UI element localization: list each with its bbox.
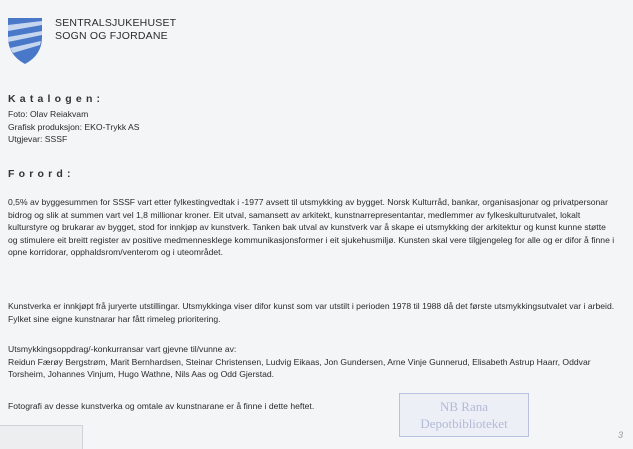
catalog-credits	[8, 108, 140, 146]
organization-name	[55, 17, 176, 43]
photo-credit: Foto: Olav Reiakvam	[8, 109, 89, 119]
library-stamp	[399, 393, 529, 437]
stamp-line-2: Depotbiblioteket	[420, 416, 508, 431]
foreword-heading: Forord:	[8, 168, 75, 180]
stamp-line-1: NB Rana	[439, 399, 489, 414]
page-edge	[0, 425, 83, 449]
org-line-2: SOGN OG FJORDANE	[55, 30, 168, 42]
catalog-heading: Katalogen:	[8, 93, 105, 105]
foreword-paragraph-3: Utsmykkingsoppdrag/-konkurransar vart gjevne til/vunne av: Reidun Færøy Bergstrøm, Marit Bernhardsen, Steinar Christensen, Ludvig Eikaas, Jon Gundersen, Arne Vinje Gunnerud, Elisabeth Astrup Haarr, Oddvar Torsheim, Johannes Vinjum, Hugo Wathne, Nils Aas og Odd Gjerstad.	[8, 344, 591, 380]
foreword-paragraph-2: Kunstverka er innkjøpt frå juryerte utstillingar. Utsmykkinga viser difor kunst som var utstilt i perioden 1978 til 1988 då det første utsmykkingsutvalet var i arbeid. Fylket sine eigne kunstnarar har fått rimeleg prioritering.	[8, 301, 615, 324]
page-number: 3	[618, 430, 624, 440]
foreword-paragraph-1: 0,5% av byggesummen for SSSF vart etter fylkestingvedtak i -1977 avsett til utsmykking av bygget. Norsk Kulturråd, bankar, organisasjonar og privatpersonar bidrog og slik at summen vart vel 1,8 millionar kroner. Eit utval, samansett av arkitekt, kunstnarrepresentantar, medlemmer av fylkeskulturutvalet, lokalt kulturstyre og brukarar av bygget, stod for innkjøp av kunstverk. Tanken bak utval av kunstverk var å skape ei utsmykking der arkitektur og kunst kunne støtte og stimulere eit breitt register av positive medmennesklege kommunikasjonsformer i eit sjukehusmiljø. Kunsten skal vere tilgjengeleg for alle og er difor å finne i opne korridorar, opphaldsrom/venterom og i uteområdet.	[8, 197, 615, 258]
publisher-credit: Utgjevar: SSSF	[8, 134, 68, 144]
foreword-paragraph-4: Fotografi av desse kunstverka og omtale av kunstnarane er å finne i dette heftet.	[8, 401, 315, 411]
production-credit: Grafisk produksjon: EKO-Trykk AS	[8, 121, 140, 132]
hospital-logo	[7, 17, 43, 65]
org-line-1: SENTRALSJUKEHUSET	[55, 17, 177, 29]
